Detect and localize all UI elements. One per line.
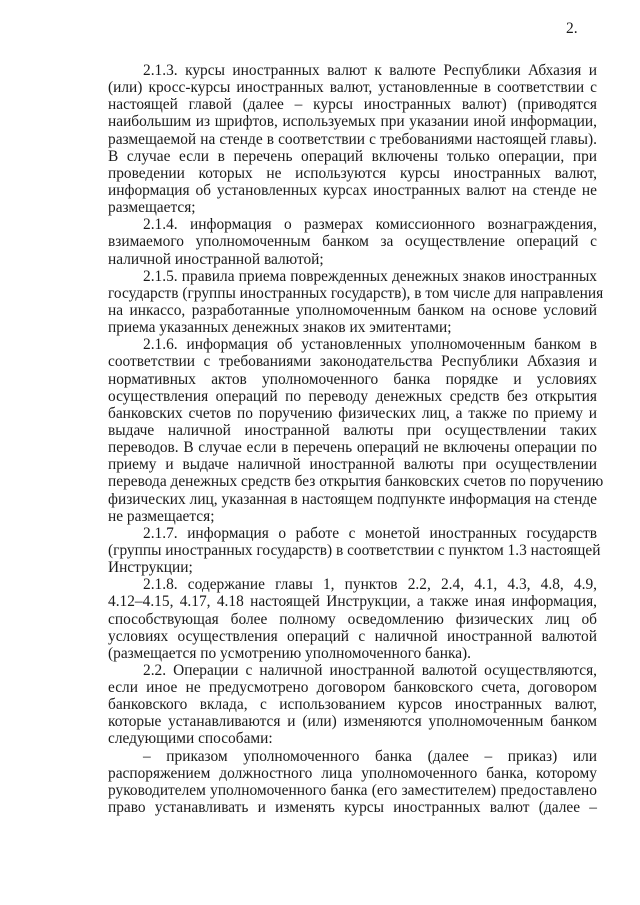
text-line: В случае если в перечень операций включены только операции, при [108,147,597,165]
text-line: выдаче наличной иностранной валюты при осуществлении таких [108,421,597,439]
text-line: (или) кросс-курсы иностранных валют, установленные в соответствии с [108,79,597,97]
text-line: взимаемого уполномоченным банком за осуществление операций с [108,233,597,251]
text-line: наличной иностранной валютой; [108,250,324,268]
document-body [108,62,604,817]
paragraph [108,336,604,525]
text-line: условиях осуществления операций с наличной иностранной валютой [108,627,597,645]
text-line: руководителем уполномоченного банка (его заместителем) предоставлено [108,781,597,799]
text-line: (группы иностранных государств) в соответствии с пунктом 1.3 настоящей [108,541,601,559]
paragraph [108,576,597,662]
text-line: приема указанных денежных знаков их эмитентами; [108,319,452,337]
text-line: следующими способами: [108,730,273,748]
text-line: способствующая более полному осведомлению физических лиц об [108,610,597,628]
text-line: перевода денежных средств без открытия банковских счетов по поручению [108,473,604,491]
page-number: 2. [566,20,578,37]
text-line: 2.1.8. содержание главы 1, пунктов 2.2, 2.4, 4.1, 4.3, 4.8, 4.9, [143,576,597,594]
text-line: размещается; [108,199,196,217]
text-line: проведении которых не используются курсы иностранных валют, [108,164,597,182]
text-line: 2.1.3. курсы иностранных валют к валюте Республики Абхазия и [143,62,597,79]
paragraph [108,524,601,577]
text-line: банковского вклада, с использованием курсов иностранных валют, [108,696,597,714]
text-line: физических лиц, указанная в настоящем подпункте информация на стенде [108,490,597,508]
text-line: нормативных актов уполномоченного банка порядке и условиях [108,370,597,388]
paragraph [108,267,604,337]
text-line: банковских счетов по поручению физических лиц, а также по приему и [108,404,597,422]
paragraph [108,662,597,748]
text-line: право устанавливать и изменять курсы иностранных валют (далее – [108,799,597,817]
paragraph [108,62,597,216]
text-line: если иное не предусмотрено договором банковского счета, договором [108,679,597,697]
paragraph [108,748,597,817]
text-line: – приказом уполномоченного банка (далее – приказ) или [143,747,597,765]
text-line: 2.1.5. правила приема поврежденных денежных знаков иностранных [143,267,597,285]
text-line: наибольшим из шрифтов, используемых при указании иной информации, [108,113,597,131]
text-line: 4.12–4.15, 4.17, 4.18 настоящей Инструкции, а также иная информация, [108,593,597,611]
text-line: не размещается; [108,507,215,525]
text-line: на инкассо, разработанные уполномоченным банком на основе условий [108,301,597,319]
text-line: 2.1.7. информация о работе с монетой иностранных государств [143,524,597,542]
text-line: 2.1.4. информация о размерах комиссионного вознаграждения, [143,216,597,234]
text-line: (размещается по усмотрению уполномоченного банка). [108,644,472,662]
text-line: 2.1.6. информация об установленных уполномоченным банком в [143,336,597,354]
text-line: соответствии с требованиями законодательства Республики Абхазия и [108,353,597,371]
text-line: информация об установленных курсах иностранных валют на стенде не [108,181,597,199]
text-line: приему и выдаче наличной иностранной валюты при осуществлении [108,456,597,474]
text-line: размещаемой на стенде в соответствии с требованиями настоящей главы). [108,130,597,148]
text-line: государств (группы иностранных государств), в том числе для направления [108,284,604,302]
text-line: осуществления операций по переводу денежных средств без открытия [108,387,597,405]
text-line: Инструкции; [108,559,193,577]
text-line: 2.2. Операции с наличной иностранной валютой осуществляются, [143,661,597,679]
paragraph [108,216,597,267]
text-line: распоряжением должностного лица уполномоченного банка, которому [108,764,597,782]
text-line: переводов. В случае если в перечень операций не включены операции по [108,439,597,457]
text-line: настоящей главой (далее – курсы иностранных валют) (приводятся [108,96,597,114]
text-line: которые устанавливаются и (или) изменяются уполномоченным банком [108,713,597,731]
